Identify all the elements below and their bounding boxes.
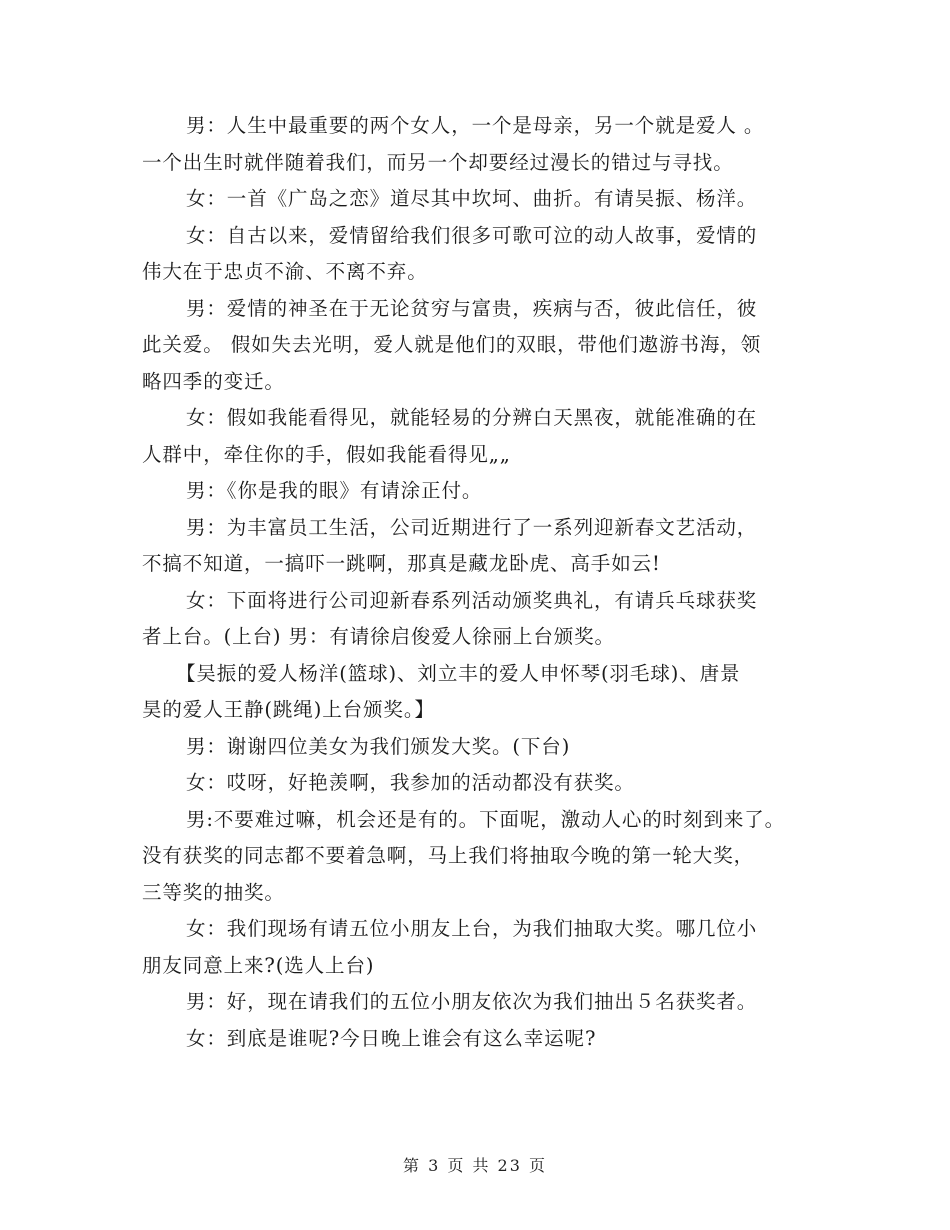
text-line: 略四季的变迁。	[142, 369, 285, 393]
paragraph	[142, 911, 822, 984]
paragraph	[142, 218, 822, 291]
text-line: 男：人生中最重要的两个女人，一个是母亲，另一个就是爱人 。	[186, 114, 765, 137]
page-number-footer: 第 3 页 共 23 页	[403, 1156, 547, 1175]
paragraph	[142, 181, 822, 218]
document-body	[142, 108, 822, 1057]
paragraph	[142, 802, 822, 912]
paragraph	[142, 510, 822, 583]
text-line: 昊的爱人王静(跳绳)上台颁奖。】	[142, 698, 435, 721]
paragraph	[142, 729, 822, 766]
text-line: 一个出生时就伴随着我们，而另一个却要经过漫长的错过与寻找。	[142, 150, 734, 174]
paragraph	[142, 473, 822, 510]
text-line: 人群中，牵住你的手，假如我能看得见„„	[142, 442, 511, 466]
text-line: 男：《你是我的眼》有请涂正付。	[186, 479, 483, 502]
text-line: 三等奖的抽奖。	[142, 880, 285, 904]
paragraph	[142, 765, 822, 802]
text-line: 女：到底是谁呢?今日晚上谁会有这么幸运呢?	[186, 1026, 597, 1050]
text-line: 【吴振的爱人杨洋(篮球)、刘立丰的爱人申怀琴(羽毛球)、唐景	[176, 661, 741, 685]
text-line: 女：自古以来，爱情留给我们很多可歌可泣的动人故事，爱情的	[186, 223, 758, 247]
text-line: 伟大在于忠贞不渝、不离不弃。	[142, 260, 428, 283]
paragraph	[142, 984, 822, 1021]
text-line: 女：假如我能看得见，就能轻易的分辨白天黑夜，就能准确的在	[186, 406, 758, 429]
paragraph	[142, 400, 822, 473]
text-line: 男：谢谢四位美女为我们颁发大奖。(下台)	[186, 734, 571, 758]
text-line: 女：哎呀，好艳羡啊，我参加的活动都没有获奖。	[186, 771, 635, 794]
text-line: 女：一首《广岛之恋》道尽其中坎坷、曲折。有请吴振、杨洋。	[186, 187, 758, 210]
text-line: 女：下面将进行公司迎新春系列活动颁奖典礼，有请兵乓球获奖	[186, 588, 758, 612]
text-line: 男:不要难过嘛，机会还是有的。下面呢，激动人心的时刻到来了。	[186, 807, 786, 831]
paragraph	[142, 583, 822, 656]
text-line: 此关爱。 假如失去光明，爱人就是他们的双眼，带他们遨游书海，领	[142, 333, 762, 356]
paragraph	[142, 291, 822, 401]
paragraph	[142, 656, 822, 729]
text-line: 男：好，现在请我们的五位小朋友依次为我们抽出５名获奖者。	[186, 990, 758, 1013]
text-line: 男：爱情的神圣在于无论贫穷与富贵，疾病与否，彼此信任，彼	[186, 296, 758, 320]
text-line: 不搞不知道，一搞吓一跳啊，那真是藏龙卧虎、高手如云!	[142, 552, 661, 575]
paragraph	[142, 108, 822, 181]
text-line: 者上台。(上台) 男：有请徐启俊爱人徐丽上台颁奖。	[142, 625, 615, 648]
text-line: 朋友同意上来?(选人上台)	[142, 953, 375, 977]
paragraph	[142, 1021, 822, 1058]
text-line: 男：为丰富员工生活，公司近期进行了一系列迎新春文艺活动，	[186, 515, 758, 539]
text-line: 女：我们现场有请五位小朋友上台，为我们抽取大奖。哪几位小	[186, 917, 758, 940]
text-line: 没有获奖的同志都不要着急啊，马上我们将抽取今晚的第一轮大奖，	[142, 844, 755, 867]
